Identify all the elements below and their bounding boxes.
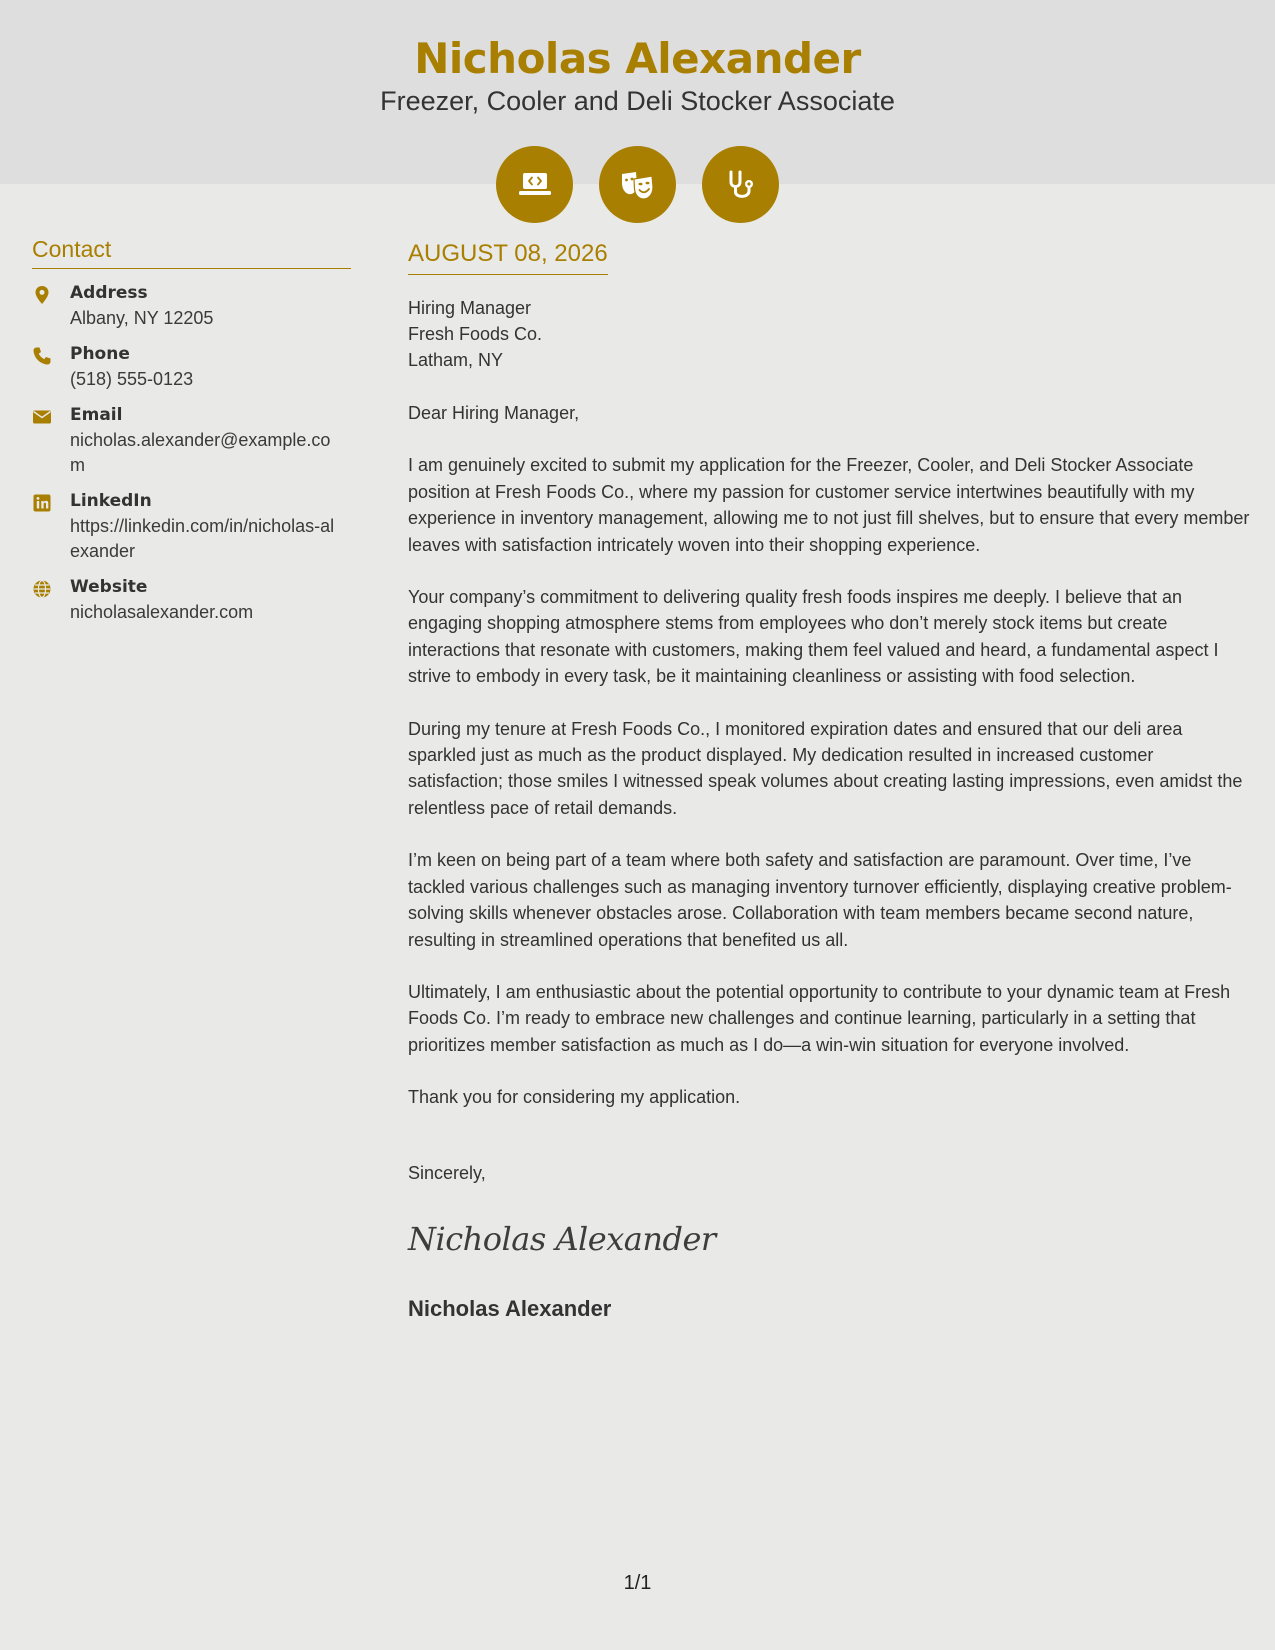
contact-label: Address [70,283,148,303]
contact-email [32,405,351,478]
contact-value: nicholasalexander.com [70,602,254,622]
contact-label: Website [70,577,148,597]
body-paragraph: During my tenure at Fresh Foods Co., I monitored expiration dates and ensured that our deli area sparkled just as much as the product displayed. My dedication resulted in increased customer satisfaction; those smiles I witnessed speak volumes about creating lasting impressions, even amidst the relentless pace of retail demands. [408,718,1243,818]
recipient-block [408,295,1253,373]
laptop-code-icon [496,146,573,223]
body-paragraph: Thank you for considering my application. [408,1087,741,1108]
contact-sidebar [32,236,351,638]
phone-icon [32,346,52,366]
salutation: Dear Hiring Manager, [408,403,580,423]
theater-masks-icon [599,146,676,223]
signature: Nicholas Alexander [408,1219,716,1258]
body-paragraph: Ultimately, I am enthusiastic about the potential opportunity to contribute to your dynamic team at Fresh Foods Co. I’m ready to embrace new challenges and continue learning, particularly in a setting that prioritizes member satisfaction as much as I do—a win-win situation for everyone involved. [408,981,1231,1055]
contact-label: Email [70,405,123,425]
job-title: Freezer, Cooler and Deli Stocker Associate [380,86,895,116]
contact-address [32,283,351,331]
signer-name: Nicholas Alexander [408,1295,612,1321]
globe-icon [32,579,52,599]
location-pin-icon [32,285,52,305]
body-paragraph: I am genuinely excited to submit my application for the Freezer, Cooler, and Deli Stocker Associate position at Fresh Foods Co., where my passion for customer service intertwines beautifully with my experience in inventory management, allowing me to not just fill shelves, but to ensure that every member leaves with satisfaction intricately woven into their shopping experience. [408,455,1250,555]
contact-value: https://linkedin.com/in/nicholas-alexander [70,516,335,561]
contact-value: Albany, NY 12205 [70,308,214,328]
contact-value: (518) 555-0123 [70,369,194,389]
letter-body [408,240,1253,1322]
closing: Sincerely, [408,1162,486,1183]
recipient-line: Latham, NY [408,350,504,370]
contact-value: nicholas.alexander@example.com [70,430,331,475]
recipient-line: Hiring Manager [408,298,532,318]
contact-phone [32,344,351,392]
contact-label: LinkedIn [70,491,152,511]
body-paragraph: I’m keen on being part of a team where both safety and satisfaction are paramount. Over time, I’ve tackled various challenges such as managing inventory turnover efficiently, displaying creative problem-solving skills whenever obstacles arose. Collaboration with team members became second nature, resulting in streamlined operations that benefited us all. [408,850,1232,950]
contact-linkedin [32,491,351,564]
header-icon-row [496,146,779,223]
contact-label: Phone [70,344,130,364]
stethoscope-icon [702,146,779,223]
envelope-icon [32,407,52,427]
page-number: 1/1 [623,1572,652,1594]
letter-date: AUGUST 08, 2026 [408,240,608,275]
linkedin-icon [32,493,52,513]
applicant-name: Nicholas Alexander [414,34,861,83]
recipient-line: Fresh Foods Co. [408,324,543,344]
contact-heading: Contact [32,236,351,269]
contact-website [32,577,351,625]
body-paragraph: Your company’s commitment to delivering quality fresh foods inspires me deeply. I believe that an engaging shopping atmosphere stems from employees who don’t merely stock items but create interactions that resonate with customers, making them feel valued and heard, a fundamental aspect I strive to embody in every task, be it maintaining cleanliness or assisting with food selection. [408,587,1219,687]
